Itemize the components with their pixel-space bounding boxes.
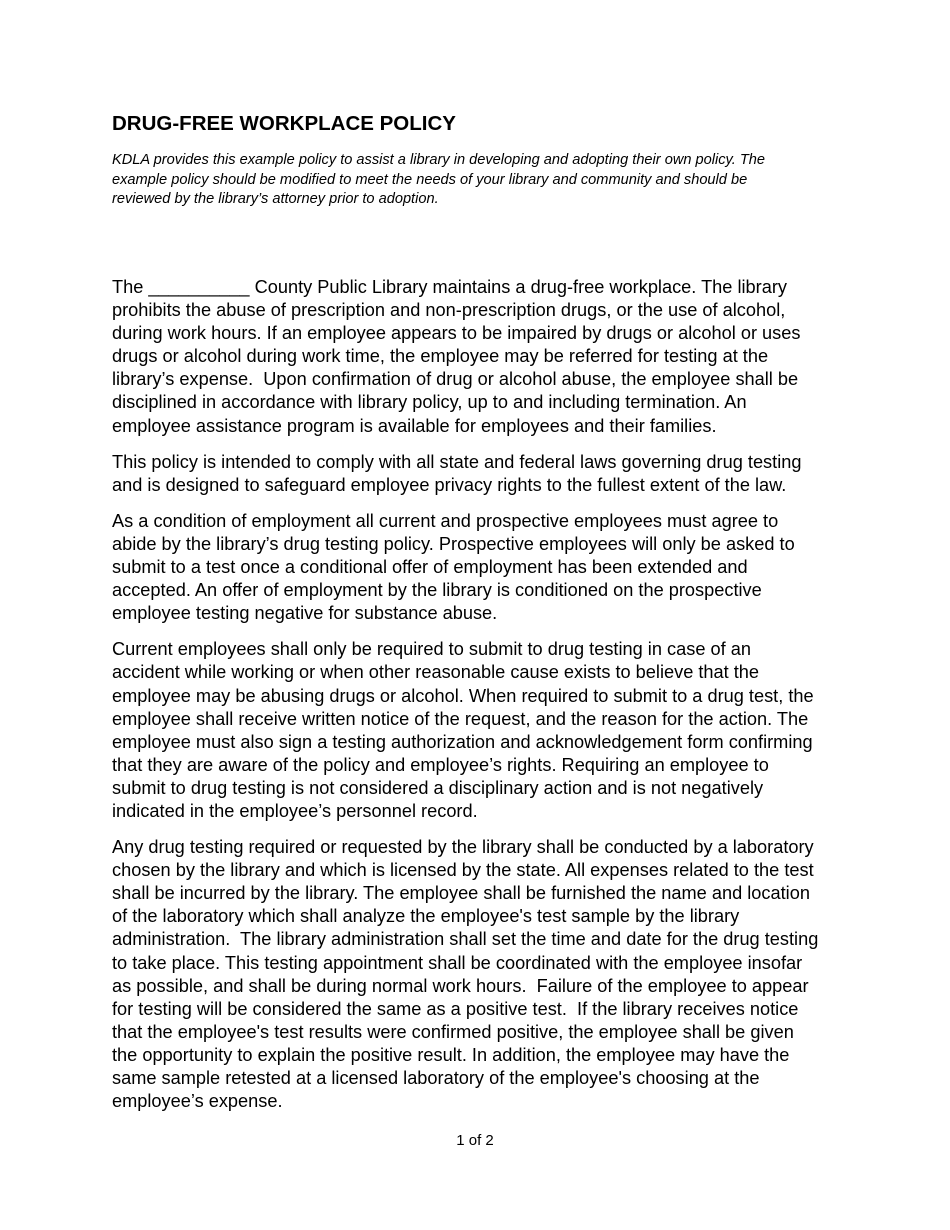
paragraph-line: employee must also sign a testing authorization and acknowledgement form confirming [112, 731, 813, 752]
paragraph-line: Current employees shall only be required to submit to drug testing in case of an [112, 639, 751, 660]
paragraph-line: This policy is intended to comply with all state and federal laws governing drug testing [112, 451, 802, 472]
paragraph-line: of the laboratory which shall analyze the employee's test sample by the library [112, 906, 740, 927]
paragraph-line: disciplined in accordance with library policy, up to and including termination. An [112, 392, 747, 413]
policy-paragraph [112, 451, 818, 497]
paragraph-line: abide by the library’s drug testing policy. Prospective employees will only be asked to [112, 533, 795, 554]
paragraph-line: accepted. An offer of employment by the library is conditioned on the prospective [112, 580, 762, 601]
note-line: example policy should be modified to meet the needs of your library and community and should be [112, 171, 748, 188]
paragraph-line: Any drug testing required or requested by the library shall be conducted by a laboratory [112, 837, 814, 858]
paragraph-line: drugs or alcohol during work time, the employee may be referred for testing at the [112, 346, 769, 367]
paragraph-line: shall be incurred by the library. The employee shall be furnished the name and location [112, 883, 810, 904]
paragraph-line: chosen by the library and which is licensed by the state. All expenses related to the test [112, 860, 814, 881]
policy-body [112, 276, 818, 1126]
paragraph-line: employee’s expense. [112, 1091, 283, 1112]
page-title: DRUG-FREE WORKPLACE POLICY [112, 112, 456, 135]
paragraph-line: indicated in the employee’s personnel record. [112, 800, 478, 821]
paragraph-line: for testing will be considered the same as a positive test. If the library receives notice [112, 998, 799, 1019]
paragraph-line: employee testing negative for substance abuse. [112, 603, 498, 624]
policy-paragraph [112, 638, 818, 823]
paragraph-line: and is designed to safeguard employee privacy rights to the fullest extent of the law. [112, 474, 787, 495]
paragraph-line: accident while working or when other reasonable cause exists to believe that the [112, 662, 760, 683]
note-line: KDLA provides this example policy to assist a library in developing and adopting their own policy. The [112, 152, 766, 168]
paragraph-line: employee shall receive written notice of the request, and the reason for the action. The [112, 708, 809, 729]
paragraph-line: The __________ County Public Library maintains a drug-free workplace. The library [112, 277, 787, 297]
policy-paragraph [112, 510, 818, 625]
paragraph-line: that the employee's test results were confirmed positive, the employee shall be given [112, 1021, 794, 1042]
paragraph-line: prohibits the abuse of prescription and non-prescription drugs, or the use of alcohol, [112, 300, 786, 321]
paragraph-line: library’s expense. Upon confirmation of drug or alcohol abuse, the employee shall be [112, 369, 799, 390]
paragraph-line: same sample retested at a licensed laboratory of the employee's choosing at the [112, 1068, 760, 1088]
paragraph-line: employee assistance program is available for employees and their families. [112, 415, 717, 436]
page-number: 1 of 2 [456, 1132, 494, 1149]
policy-paragraph [112, 276, 818, 438]
paragraph-line: that they are aware of the policy and employee’s rights. Requiring an employee to [112, 754, 769, 775]
note-line: reviewed by the library’s attorney prior to adoption. [112, 191, 439, 208]
paragraph-line: As a condition of employment all current and prospective employees must agree to [112, 510, 779, 531]
paragraph-line: to take place. This testing appointment shall be coordinated with the employee insofar [112, 952, 803, 973]
intro-note [112, 151, 765, 210]
paragraph-line: submit to a test once a conditional offer of employment has been extended and [112, 557, 748, 578]
paragraph-line: administration. The library administration shall set the time and date for the drug testing [112, 929, 819, 950]
policy-paragraph [112, 836, 818, 1113]
paragraph-line: the opportunity to explain the positive result. In addition, the employee may have the [112, 1044, 790, 1065]
paragraph-line: as possible, and shall be during normal work hours. Failure of the employee to appear [112, 975, 809, 996]
paragraph-line: submit to drug testing is not considered a disciplinary action and is not negatively [112, 777, 764, 798]
paragraph-line: during work hours. If an employee appears to be impaired by drugs or alcohol or uses [112, 323, 801, 344]
paragraph-line: employee may be abusing drugs or alcohol. When required to submit to a drug test, the [112, 685, 814, 706]
